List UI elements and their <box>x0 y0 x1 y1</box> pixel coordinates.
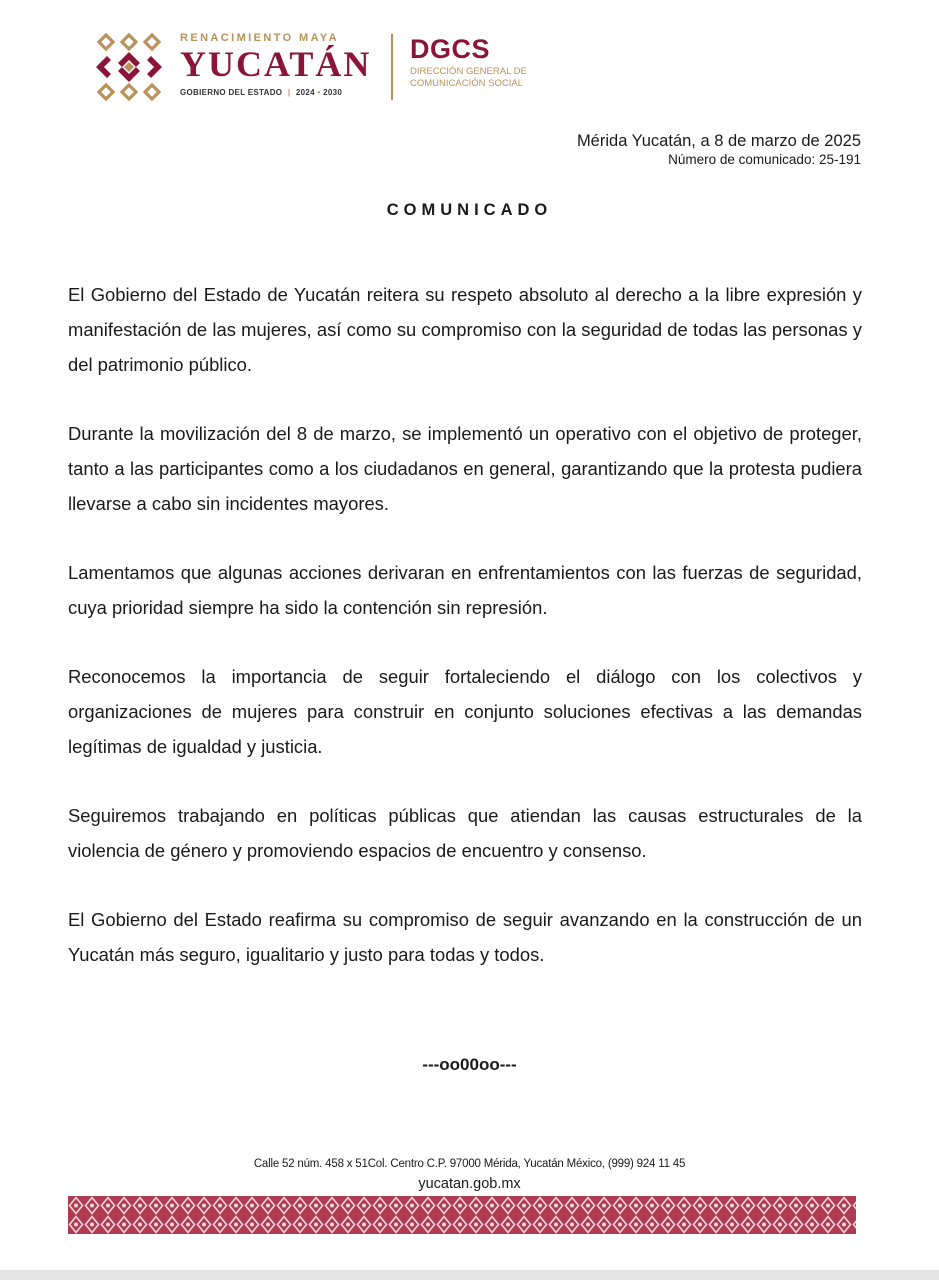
agency-line-1: DIRECCIÓN GENERAL DE <box>410 66 527 77</box>
yucatan-seal-logo <box>94 32 164 102</box>
footer-website: yucatan.gob.mx <box>418 1176 521 1192</box>
scan-edge-strip <box>0 1270 939 1280</box>
period-start: 2024 <box>295 88 315 97</box>
government-period <box>180 88 380 97</box>
paragraph: Lamentamos que algunas acciones derivaran en enfrentamientos con las fuerzas de seguridad, cuya prioridad siempre ha sido la contención sin represión. <box>68 562 862 618</box>
document-title: COMUNICADO <box>386 201 553 219</box>
document-body <box>68 277 862 1006</box>
closing-mark: ---oo00oo--- <box>422 1055 517 1074</box>
renacimiento-label: RENACIMIENTO MAYA <box>180 32 339 44</box>
paragraph: Durante la movilización del 8 de marzo, se implementó un operativo con el objetivo de proteger, tanto a las participantes como a los ciudadanos en general, garantizando que la protesta pudiera llevarse a cabo sin incidentes mayores. <box>68 423 862 514</box>
paragraph: Seguiremos trabajando en políticas públicas que atiendan las causas estructurales de la violencia de género y promoviendo espacios de encuentro y consenso. <box>68 805 862 861</box>
period-end: 2030 <box>323 88 343 97</box>
divider-glyph: | <box>287 88 291 97</box>
government-wordmark <box>180 28 380 97</box>
agency-wordmark <box>410 34 550 90</box>
agency-acronym: DGCS <box>410 34 491 64</box>
period-separator: • <box>317 88 321 97</box>
header-divider <box>391 34 393 100</box>
paragraph: El Gobierno del Estado reafirma su compromiso de seguir avanzando en la construcción de un Yucatán más seguro, igualitario y justo para todas y todos. <box>68 909 862 965</box>
state-name: YUCATÁN <box>180 44 372 84</box>
gobierno-label: GOBIERNO DEL ESTADO <box>180 88 283 97</box>
letterhead <box>90 28 550 108</box>
paragraph: Reconocemos la importancia de seguir fortaleciendo el diálogo con los colectivos y organizaciones de mujeres para construir en conjunto soluciones efectivas a las demandas legítimas de igualdad y justicia. <box>68 666 862 757</box>
document-meta <box>577 131 861 168</box>
agency-line-2: COMUNICACIÓN SOCIAL <box>410 78 523 89</box>
document-number: Número de comunicado: 25-191 <box>668 152 861 167</box>
decorative-pattern-band <box>68 1196 856 1234</box>
paragraph: El Gobierno del Estado de Yucatán reitera su respeto absoluto al derecho a la libre expresión y manifestación de las mujeres, así como su compromiso con la seguridad de todas las personas y del patrimonio público. <box>68 284 862 375</box>
footer-address: Calle 52 núm. 458 x 51Col. Centro C.P. 97000 Mérida, Yucatán México, (999) 924 11 45 <box>253 1158 686 1170</box>
document-date: Mérida Yucatán, a 8 de marzo de 2025 <box>576 132 861 150</box>
